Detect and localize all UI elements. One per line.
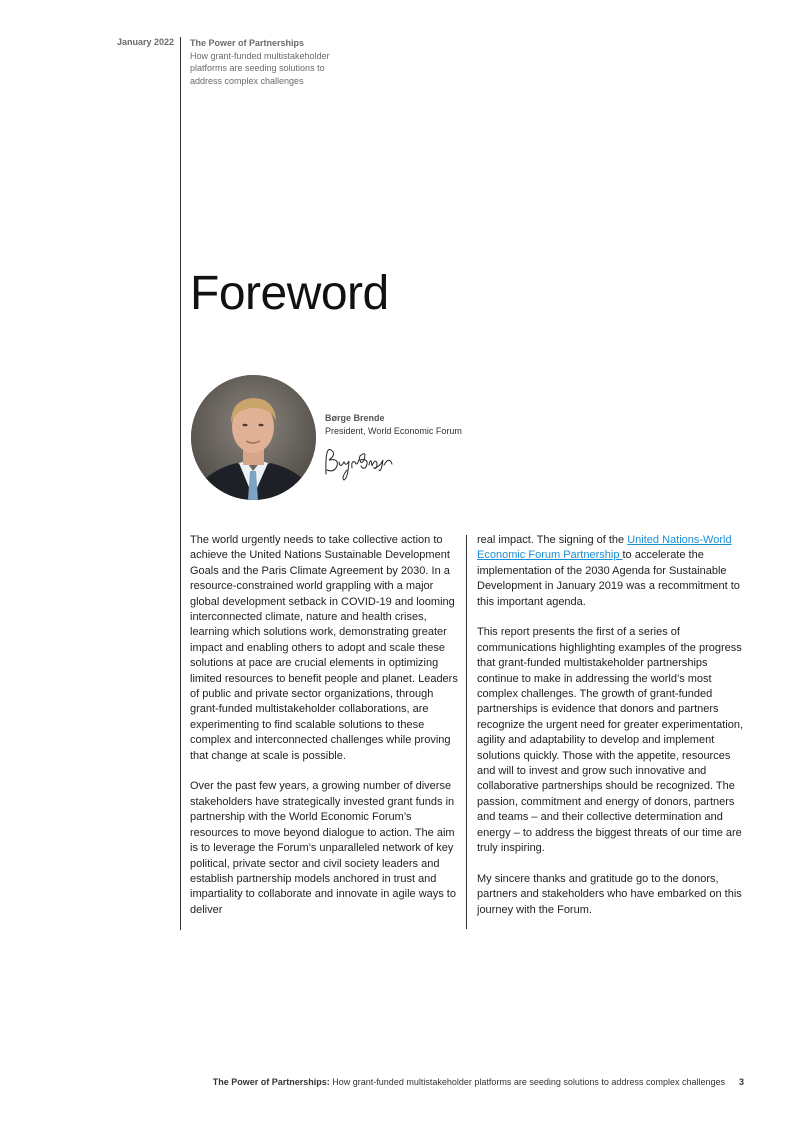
header-date: January 2022 [116, 37, 174, 47]
paragraph-text: to accelerate the implementation of the 2030 Agenda for Sustainable Development in January 2019 was a recommitment to this important agenda. [477, 549, 740, 608]
body-paragraph: The world urgently needs to take collective action to achieve the United Nations Sustainable Development Goals and the Paris Climate Agreement by 2030. In a resource-constrained world grappling with a major global development setback in COVID-19 and looming interconnected climate, nature and health crises, learning which solutions work, demonstrating greater impact and enabling others to adopt and scale these solutions at pace are crucial elements in optimizing limited resources to benefit people and planet. Leaders of public and private sector organizations, through grant-funded multistakeholder collaborations, are experimenting to find scalable solutions to these complex and interconnected challenges while proving that change at scale is possible. [190, 534, 458, 762]
header-title: The Power of Partnerships [190, 38, 305, 48]
footer-title: The Power of Partnerships: [212, 1077, 330, 1087]
page-title: Foreword [190, 267, 389, 320]
header-subtitle-line: address complex challenges [190, 75, 304, 86]
header-divider [180, 37, 181, 930]
body-paragraph [477, 533, 749, 610]
author-signature [322, 440, 396, 482]
body-paragraph: My sincere thanks and gratitude go to the donors, partners and stakeholders who have embarked on this journey with the Forum. [477, 872, 742, 916]
body-column-right [477, 533, 749, 934]
page-number: 3 [739, 1077, 745, 1087]
author-name: Børge Brende [325, 413, 385, 423]
header-subtitle-line: How grant-funded multistakeholder [190, 50, 330, 61]
footer [213, 1077, 725, 1087]
author-portrait [191, 375, 316, 500]
portrait-illustration [191, 375, 316, 500]
footer-subtitle: How grant-funded multistakeholder platforms are seeding solutions to address complex challenges [332, 1077, 725, 1087]
body-paragraph: Over the past few years, a growing number of diverse stakeholders have strategically invested grant funds in partnership with the World Economic Forum’s resources to move beyond dialogue to action. The aim is to leverage the Forum’s unparalleled network of key political, private sector and civil society leaders and establish partnership models anchored in trust and impartiality to collaborate and innovate in agile ways to deliver [190, 780, 456, 916]
author-role: President, World Economic Forum [325, 426, 462, 436]
body-paragraph: This report presents the first of a series of communications highlighting examples of the progress that grant-funded multistakeholder partnerships continue to make in addressing the world’s most complex challenges. The growth of grant-funded partnerships is evidence that donors and partners recognize the urgent need for greater experimentation, agility and adaptability to develop and implement solutions quickly. Those with the appetite, resources and will to invest and grow such innovative and collaborative partnerships should be recognized. The passion, commitment and energy of donors, partners and teams – and their collective determination and energy – to address the biggest threats of our time are truly inspiring. [477, 626, 743, 855]
body-column-left [190, 533, 462, 934]
paragraph-text: real impact. The signing of the [477, 534, 628, 546]
author-block [325, 412, 462, 438]
header-title-block [190, 37, 390, 87]
un-wef-partnership-link[interactable]: United Nations-World Economic Forum Partnership [477, 534, 732, 562]
column-divider [466, 535, 467, 929]
header-subtitle-line: platforms are seeding solutions to [190, 63, 325, 73]
